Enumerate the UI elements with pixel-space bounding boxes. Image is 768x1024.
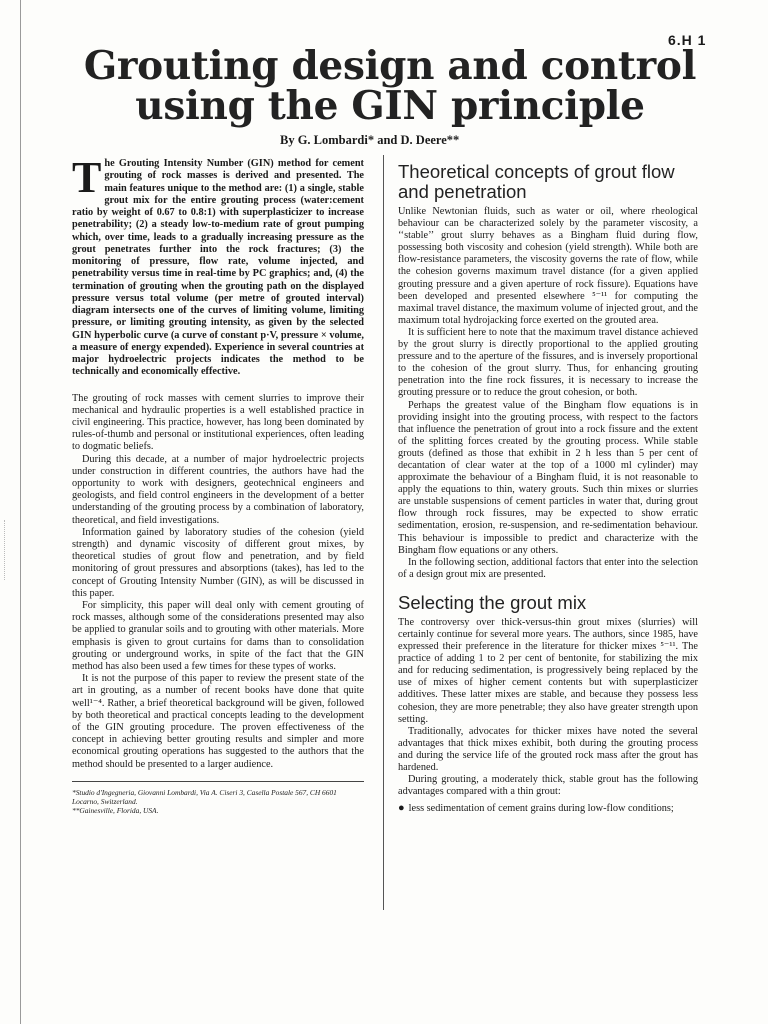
body-paragraph: Traditionally, advocates for thicker mixes have noted the several advantages that thick mixes exhibit, both during the grouting process and during the service life of the grouted rock mass after the grout has hardened. [398, 725, 698, 774]
abstract [72, 153, 364, 379]
footnote-rule [72, 781, 364, 782]
body-paragraph: The controversy over thick-versus-thin grout mixes (slurries) will certainly continue for several more years. The authors, since 1985, have expressed their preference in the literature for thicker mixes ⁵⁻¹¹. The practice of adding 1 to 2 per cent of bentonite, for stabilizing the mix and for reducing sedimentation, is progressively being replaced by the use of mixes of higher cement contents but with superplasticizer additives. These latter mixes are stable, and because they possess less cohesion, they are more penetrable; they also have greater strength upon setting. [398, 616, 698, 725]
bullet-text: less sedimentation of cement grains during low-flow conditions; [408, 803, 674, 815]
bullet-item [398, 802, 698, 815]
body-paragraph: Information gained by laboratory studies of the cohesion (yield strength) and dynamic viscosity of different grout mixes, by theoretical studies of grout flow and penetration, and by field monitoring of grout pressures and absorptions (takes), has led to the concept of Grouting Intensity Number (GIN), as will be discussed in this paper. [72, 526, 364, 599]
byline: By G. Lombardi* and D. Deere** [280, 133, 460, 147]
left-column [72, 153, 364, 815]
section-heading-grout-mix: Selecting the grout mix [398, 591, 587, 613]
right-column [398, 162, 698, 815]
title-line-1: Grouting design and control [83, 43, 697, 89]
bullet-icon: ● [398, 802, 405, 815]
body-paragraph: During this decade, at a number of major hydroelectric projects under construction in different countries, the authors have had the opportunity to work with designers, geotechnical engineers and geologists, and field control engineers in the development of a better understanding of the grouting process by a combination of laboratory, theoretical, and field investigations. [72, 453, 364, 526]
abstract-text: he Grouting Intensity Number (GIN) method for cement grouting of rock masses is derived and presented. The main features unique to the method are: (1) a single, stable grout mix for the entire grouting process (water:cement ratio by weight of 0.67 to 0.8:1) with superplasticizer to increase penetrability; (2) a steady low-to-medium rate of grout pumping which, over time, leads to a gradually increasing pressure as the grout penetrates further into the rock fractures; (3) the monitoring of pressure, flow rate, volume injected, and penetrability versus time in real-time by PC graphics; and, (4) the termination of grouting when the grouting path on the displayed pressure versus total volume (per metre of grouted interval) diagram intersects one of the curves of limiting volume, limiting pressure, or limiting grouting intensity, as given by the selected GIN hyperbolic curve (a curve of constant p·V, pressure × volume, a measure of energy expended). Experience in several countries at major hydroelectric projects indicates the method to be technically and economically effective. [72, 158, 364, 378]
body-paragraph: The grouting of rock masses with cement slurries to improve their mechanical and hydraulic properties is a well established practice in civil engineering. This practice, however, has long been dominated by rules-of-thumb and personal or institutional experiences, often leading to dogmatic beliefs. [72, 392, 364, 453]
footnote-affiliation-1: *Studio d'Ingegneria, Giovanni Lombardi, Via A. Ciseri 3, Casella Postale 567, CH 6601 Locarno, Switzerland. [72, 787, 337, 806]
body-paragraph: Unlike Newtonian fluids, such as water or oil, where rheological behaviour can be characterized solely by the parameter viscosity, a ‘‘stable’’ grout slurry behaves as a Bingham fluid during flow, possessing both viscosity and cohesion (yield strength). While both are flow-resistance parameters, the viscosity governs the rate of flow, while the cohesion governs maximum travel distance (for a given applied grouting pressure and a given aperture of rock fissure). Equations have been developed and presented elsewhere ⁵⁻¹¹ for computing the maximal travel distance, the maximum volume of injected grout, and the maximum total hydrojacking force exerted on the grouted area. [398, 206, 698, 326]
body-paragraph: It is not the purpose of this paper to review the present state of the art in grouting, as a number of recent books have done that quite well¹⁻⁴. Rather, a brief theoretical background will be given, followed by both theoretical and practical concepts leading to the development of the GIN grouting procedure. The proven effectiveness of the concept in achieving better grouting results and simpler and more economical grouting operations has suggested to the authors that the method should be presented to a larger audience. [72, 673, 364, 770]
article-title [60, 43, 720, 129]
title-line-2: using the GIN principle [135, 83, 645, 129]
section-heading-theory: Theoretical concepts of grout flow and penetration [398, 161, 675, 202]
body-paragraph: It is sufficient here to note that the maximum travel distance achieved by the grout slurry is directly proportional to the applied grouting pressure and to the aperture of the fissures, and is inversely proportional to the cohesion of the grout slurry. Thus, for enhancing grouting penetration into the fine rock fissures, it is necessary to increase the grouting pressure or to reduce the grout cohesion, or both. [398, 326, 698, 399]
body-paragraph: Perhaps the greatest value of the Bingham flow equations is in providing insight into the grouting process, with respect to the factors that influence the penetration of grout into a rock fissure and the extent of the splitting forces created by the grouting process. While stable grouts (defined as those that exhibit in 2 h less than 5 per cent of decantation of clear water at the top of a 1000 ml cylinder) may approximate the behaviour of a Bingham fluid, it is not reasonable to apply the equations to thin, watery grouts. Such thin mixes or slurries are unstable suspensions of cement particles in water that, during grout flow through rock fissures, may be expected to show erratic sedimentation, erosion, re-suspension, and re-sedimentation behaviour. This behaviour is impossible to predict and characterize with the Bingham flow equations or any others. [398, 399, 698, 556]
footnote-affiliation-2: **Gainesville, Florida, USA. [72, 805, 159, 815]
binding-edge-rule [20, 0, 21, 1024]
body-paragraph: For simplicity, this paper will deal only with cement grouting of rock masses, although some of the considerations presented may also be applied to granular soils and to grouting with other materials. More emphasis is given to grout curtains for dams than to consolidation grouting or underground works, in spite of the fact that the GIN method has also been used a few times for these types of works. [72, 599, 364, 672]
column-divider [383, 155, 384, 910]
body-paragraph: During grouting, a moderately thick, stable grout has the following advantages compared with a thin grout: [398, 774, 698, 798]
margin-marks [4, 520, 15, 580]
body-paragraph: In the following section, additional factors that enter into the selection of a design grout mix are presented. [398, 556, 698, 580]
page-identifier: 6.H 1 [668, 32, 707, 48]
drop-cap: T [72, 153, 102, 202]
